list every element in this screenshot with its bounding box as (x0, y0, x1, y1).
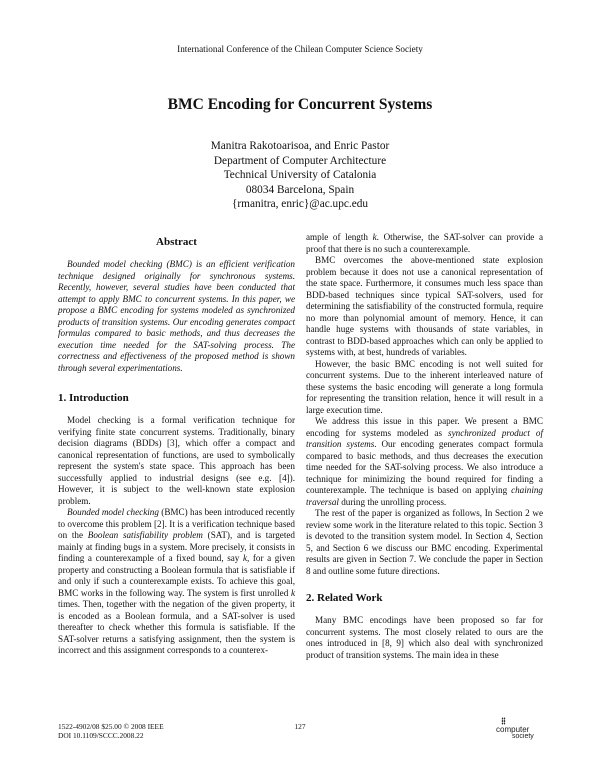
intro-paragraph-3: ample of length k. Otherwise, the SAT-solver can provide a proof that there is no such a counterexample. (306, 232, 543, 254)
intro-paragraph-2: Bounded model checking (BMC) has been introduced recently to overcome this problem [2]. It is a verification technique based on the Boolean satisfiability problem (SAT), and is targeted mainly at finding bugs in a system. More precisely, it consists in finding a counterexample of a fixed bound, say k, for a given property and constructing a Boolean formula that is satisfiable if and only if such a counterexample exists. To achieve this goal, BMC works in the following way. The system is first unrolled k times. Then, together with the negation of the given property, it is encoded as a Boolean formula, and a SAT-solver is used thereafter to check whether this formula is satisfiable. If the SAT-solver returns a satisfying assignment, then the system is incorrect and this assignment corresponds to a counterex- (58, 507, 295, 655)
page-number: 127 (294, 722, 306, 731)
intro-paragraph-5: However, the basic BMC encoding is not well suited for concurrent systems. Due to the inherent interleaved nature of these systems the basic encoding will generate a long formula for representing the transition relation, hence it will result in a large execution time. (306, 358, 543, 415)
term-bmc: Bounded model checking (67, 507, 159, 517)
intro-paragraph-7: The rest of the paper is organized as follows, In Section 2 we review some work in the literature related to this topic. Section 3 is devoted to the transition system model. In Section 4, Section 5, and Section 6 we discuss our BMC encoding. Experimental results are given in Section 7. We conclude the paper in Section 8 and outline some future directions. (306, 508, 543, 576)
term-sat: Boolean satisfiability problem (87, 530, 203, 540)
abstract (58, 259, 295, 374)
related-paragraph-1: Many BMC encodings have been proposed so far for concurrent systems. The most closely related to ours are the ones introduced in [8, 9] which also deal with synchronized product of transition systems. The main idea in these (306, 615, 543, 660)
author-university: Technical University of Catalonia (223, 169, 377, 181)
left-column (58, 232, 295, 657)
intro-paragraph-1: Model checking is a formal verification technique for verifying finite state concurrent systems. Traditionally, binary decision diagrams (BDDs) [3], which offer a compact and canonical representation of functions, are used to symbolically represent the system's state space. This approach has been successfully applied to industrial designs (see e.g. [4]). However, it is subject to the well-known state explosion problem. (58, 415, 295, 506)
right-column (306, 232, 543, 661)
logo-mark-icon: ⁞⁞ (501, 716, 505, 726)
author-department: Department of Computer Architecture (213, 154, 387, 167)
author-names: Manitra Rakotoarisoa, and Enric Pastor (210, 140, 390, 152)
intro-paragraph-6: We address this issue in this paper. We present a BMC encoding for systems modeled as synchronized product of transition systems. Our encoding generates compact formula compared to basic methods, and thus decreases the execution time needed for the SAT-solving process. We also introduce a technique for minimizing the bound required for finding a counterexample. The technique is based on applying chaining traversal during the unrolling process. (306, 416, 543, 507)
abstract-heading: Abstract (156, 236, 197, 248)
author-email: {rmanitra, enric}@ac.upc.edu (231, 198, 369, 210)
abstract-text: Bounded model checking (BMC) is an efficient verification technique designed originally for synchronous systems. Recently, however, several studies have been conducted that attempt to apply BMC to concurrent systems. In this paper, we propose a BMC encoding for systems modeled as synchronized products of transition systems. Our encoding generates compact formulas compared to basic methods, and thus decreases the execution time needed for the SAT-solving process. The correctness and effectiveness of the proposed method is shown through several experimentations. (58, 259, 295, 373)
introduction-heading: 1. Introduction (58, 392, 129, 404)
footer-doi: DOI 10.1109/SCCC.2008.22 (58, 731, 144, 740)
paper-title: BMC Encoding for Concurrent Systems (167, 96, 433, 113)
footer-issn: 1522-4902/08 $25.00 © 2008 IEEE (58, 722, 164, 731)
author-city: 08034 Barcelona, Spain (245, 183, 355, 196)
conference-header: International Conference of the Chilean Computer Science Society (177, 44, 423, 54)
author-block (0, 139, 600, 212)
intro-paragraph-4: BMC overcomes the above-mentioned state explosion problem because it does not use a canonical representation of the state space. Furthermore, it consumes much less space than BDD-based techniques since typical SAT-solvers, used for determining the satisfiability of the constructed formula, require no more than polynomial amount of memory. Hence, it can handle huge systems with thousands of state variables, in contrast to BDD-based approaches which can only be applied to systems with, at best, hundreds of variables. (306, 255, 543, 357)
related-work-heading: 2. Related Work (306, 592, 383, 604)
computer-society-logo: ⁞⁞ computer society (496, 716, 534, 740)
